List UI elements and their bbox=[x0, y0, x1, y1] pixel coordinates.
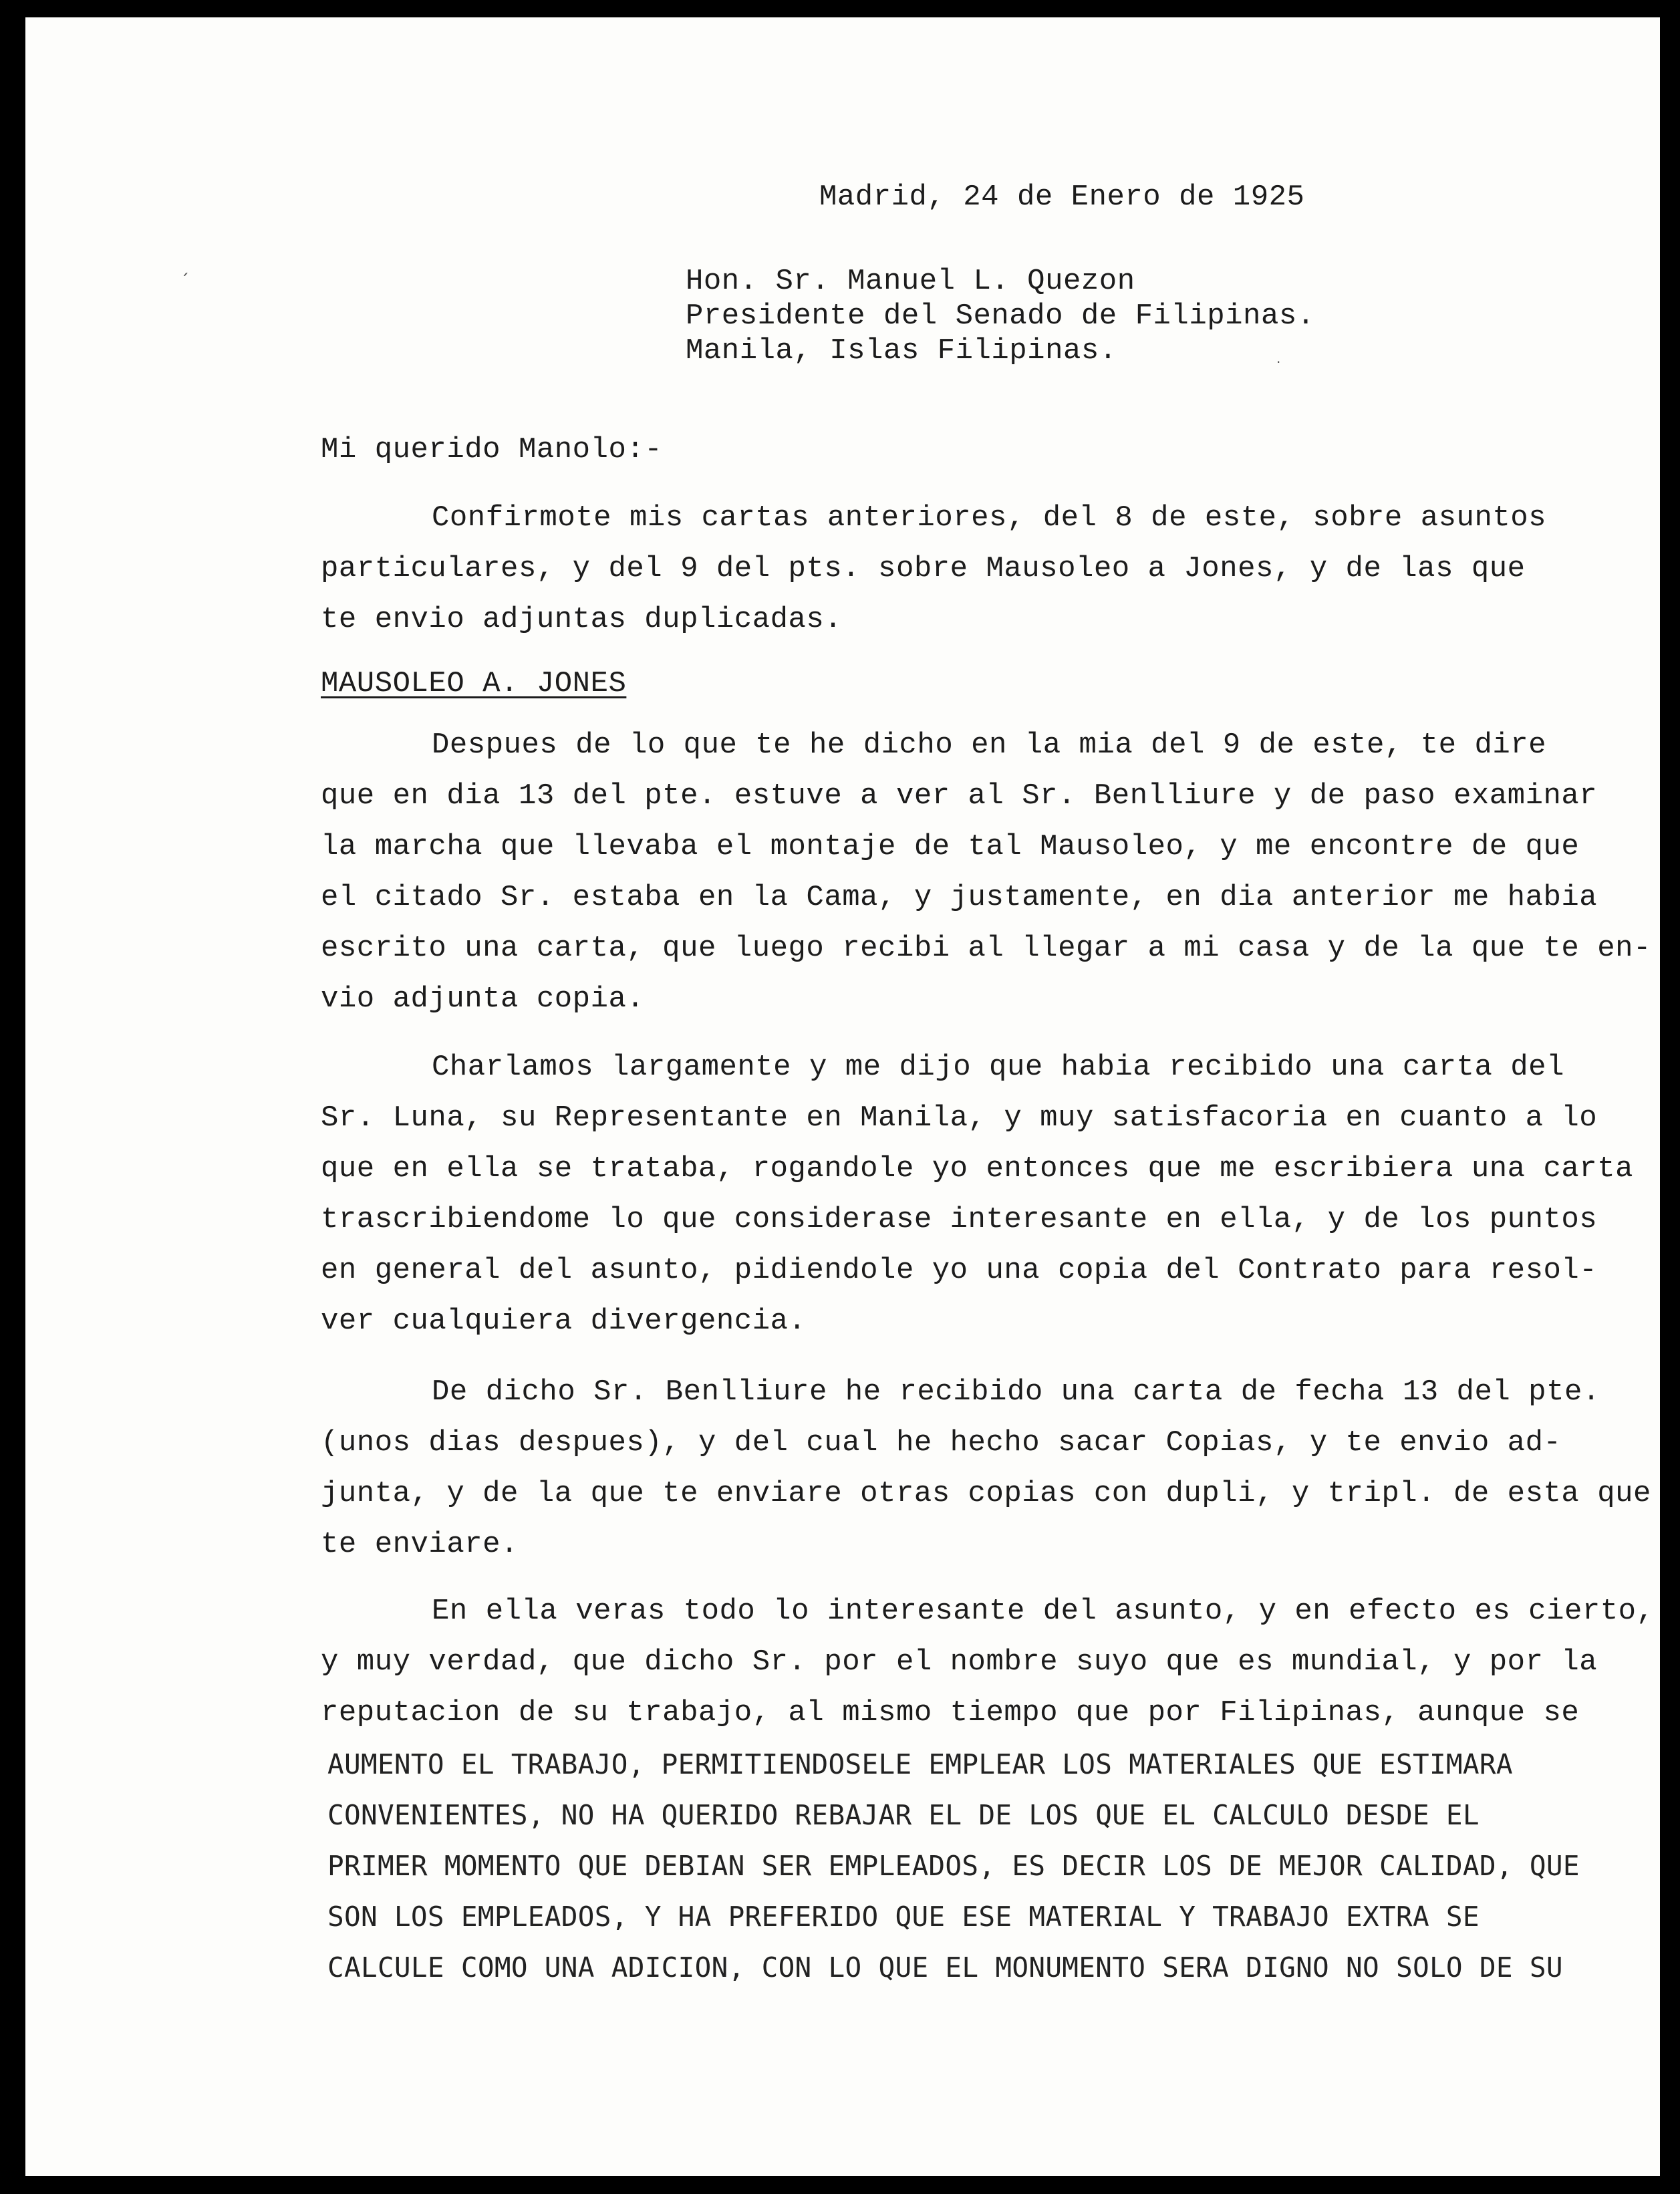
para4-line-1: De dicho Sr. Benlliure he recibido una carta de fecha 13 del pte. bbox=[432, 1375, 1600, 1409]
stray-mark-left: ˊ bbox=[180, 271, 189, 291]
para2-line-6: vio adjunta copia. bbox=[321, 982, 645, 1016]
para3-line-3: que en ella se trataba, rogandole yo entonces que me escribiera una carta bbox=[321, 1152, 1634, 1186]
para3-line-5: en general del asunto, pidiendole yo una copia del Contrato para resol- bbox=[321, 1254, 1598, 1287]
para3-line-4: trascribiendome lo que considerase interesante en ella, y de los puntos bbox=[321, 1203, 1598, 1236]
para3-line-6: ver cualquiera divergencia. bbox=[321, 1305, 807, 1338]
letter-page bbox=[25, 17, 1660, 2176]
para5-caps-line-5: CALCULE COMO UNA ADICION, CON LO QUE EL MONUMENTO SERA DIGNO NO SOLO DE SU bbox=[327, 1951, 1563, 1983]
para4-line-2: (unos dias despues), y del cual he hecho sacar Copias, y te envio ad- bbox=[321, 1426, 1562, 1460]
para1-line-2: particulares, y del 9 del pts. sobre Mausoleo a Jones, y de las que bbox=[321, 552, 1526, 585]
para5-line-3: reputacion de su trabajo, al mismo tiempo que por Filipinas, aunque se bbox=[321, 1696, 1580, 1730]
para5-line-2: y muy verdad, que dicho Sr. por el nombre suyo que es mundial, y por la bbox=[321, 1645, 1598, 1679]
para5-caps-line-2: CONVENIENTES, NO HA QUERIDO REBAJAR EL DE LOS QUE EL CALCULO DESDE EL bbox=[327, 1799, 1480, 1831]
para3-line-1: Charlamos largamente y me dijo que habia recibido una carta del bbox=[432, 1051, 1564, 1084]
recipient-line-1: Hon. Sr. Manuel L. Quezon bbox=[686, 265, 1135, 298]
para4-line-4: te enviare. bbox=[321, 1528, 519, 1561]
para2-line-2: que en dia 13 del pte. estuve a ver al Sr. Benlliure y de paso examinar bbox=[321, 779, 1598, 813]
para5-caps-line-3: PRIMER MOMENTO QUE DEBIAN SER EMPLEADOS, ES DECIR LOS DE MEJOR CALIDAD, QUE bbox=[327, 1850, 1580, 1882]
para5-line-1: En ella veras todo lo interesante del asunto, y en efecto es cierto, bbox=[432, 1595, 1655, 1628]
para4-line-3: junta, y de la que te enviare otras copias con dupli, y tripl. de esta que bbox=[321, 1477, 1651, 1510]
recipient-line-2: Presidente del Senado de Filipinas. bbox=[686, 299, 1315, 333]
para5-caps-line-4: SON LOS EMPLEADOS, Y HA PREFERIDO QUE ESE MATERIAL Y TRABAJO EXTRA SE bbox=[327, 1901, 1480, 1933]
para1-line-3: te envio adjuntas duplicadas. bbox=[321, 603, 843, 636]
letter-date: Madrid, 24 de Enero de 1925 bbox=[819, 180, 1305, 214]
para2-line-1: Despues de lo que te he dicho en la mia del 9 de este, te dire bbox=[432, 728, 1547, 762]
para5-caps-line-1: AUMENTO EL TRABAJO, PERMITIENDOSELE EMPLEAR LOS MATERIALES QUE ESTIMARA bbox=[327, 1748, 1513, 1780]
para2-line-3: la marcha que llevaba el montaje de tal Mausoleo, y me encontre de que bbox=[321, 830, 1580, 863]
section-heading: MAUSOLEO A. JONES bbox=[321, 667, 627, 700]
para1-line-1: Confirmote mis cartas anteriores, del 8 de este, sobre asuntos bbox=[432, 501, 1547, 535]
stray-mark-right: · bbox=[1276, 354, 1281, 370]
para2-line-5: escrito una carta, que luego recibi al llegar a mi casa y de la que te en- bbox=[321, 932, 1651, 965]
para3-line-2: Sr. Luna, su Representante en Manila, y muy satisfacoria en cuanto a lo bbox=[321, 1101, 1598, 1135]
recipient-line-3: Manila, Islas Filipinas. bbox=[686, 334, 1117, 368]
salutation: Mi querido Manolo:- bbox=[321, 433, 663, 466]
para2-line-4: el citado Sr. estaba en la Cama, y justamente, en dia anterior me habia bbox=[321, 881, 1598, 914]
